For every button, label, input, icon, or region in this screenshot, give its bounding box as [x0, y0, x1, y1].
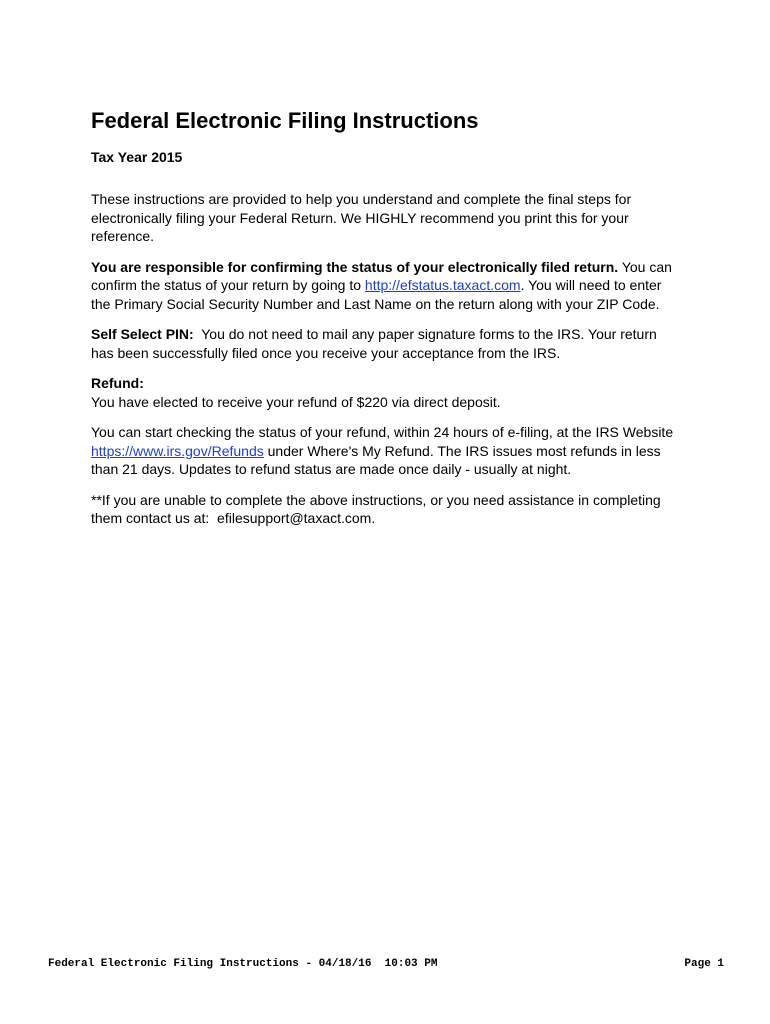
document-body [91, 107, 681, 528]
refund-heading: Refund: [91, 375, 144, 391]
page-title: Federal Electronic Filing Instructions [91, 108, 479, 133]
page-number: Page 1 [684, 958, 724, 970]
intro-paragraph: These instructions are provided to help you understand and complete the final steps for electronically filing your Federal Return. We HIGHLY recommend you print this for your reference. [91, 191, 632, 244]
efstatus-link[interactable]: http://efstatus.taxact.com [364, 277, 521, 293]
assistance-paragraph: **If you are unable to complete the above instructions, or you need assistance in completing them contact us at: efilesupport@taxact.com. [91, 491, 665, 526]
responsibility-text-1: You can confirm the status of your return by going to [91, 258, 672, 293]
page-footer [48, 958, 724, 970]
responsibility-paragraph [91, 258, 681, 314]
pin-bold: Self Select PIN: [91, 326, 194, 342]
refund-status-text-2: under Where's My Refund. The IRS issues most refunds in less than 21 days. Updates to refund status are made once daily - usually at night. [91, 442, 661, 477]
refund-status-paragraph [91, 423, 681, 479]
refund-text: You have elected to receive your refund of $220 via direct deposit. [91, 393, 501, 410]
pin-text: You do not need to mail any paper signature forms to the IRS. Your return has been successfully filed once you receive your acceptance from the IRS. [91, 326, 661, 361]
refund-status-text-1: You can start checking the status of your refund, within 24 hours of e-filing, at the IRS Website [91, 424, 674, 440]
tax-year: Tax Year 2015 [91, 149, 183, 165]
responsibility-bold: You are responsible for confirming the status of your electronically filed return. [91, 258, 619, 275]
responsibility-text-2: . You will need to enter the Primary Social Security Number and Last Name on the return along with your ZIP Code. [91, 277, 662, 312]
refund-paragraph [91, 374, 681, 411]
pin-paragraph [91, 325, 681, 362]
footer-title: Federal Electronic Filing Instructions - 04/18/16 10:03 PM [48, 958, 438, 970]
irs-refunds-link[interactable]: https://www.irs.gov/Refunds [91, 442, 264, 459]
